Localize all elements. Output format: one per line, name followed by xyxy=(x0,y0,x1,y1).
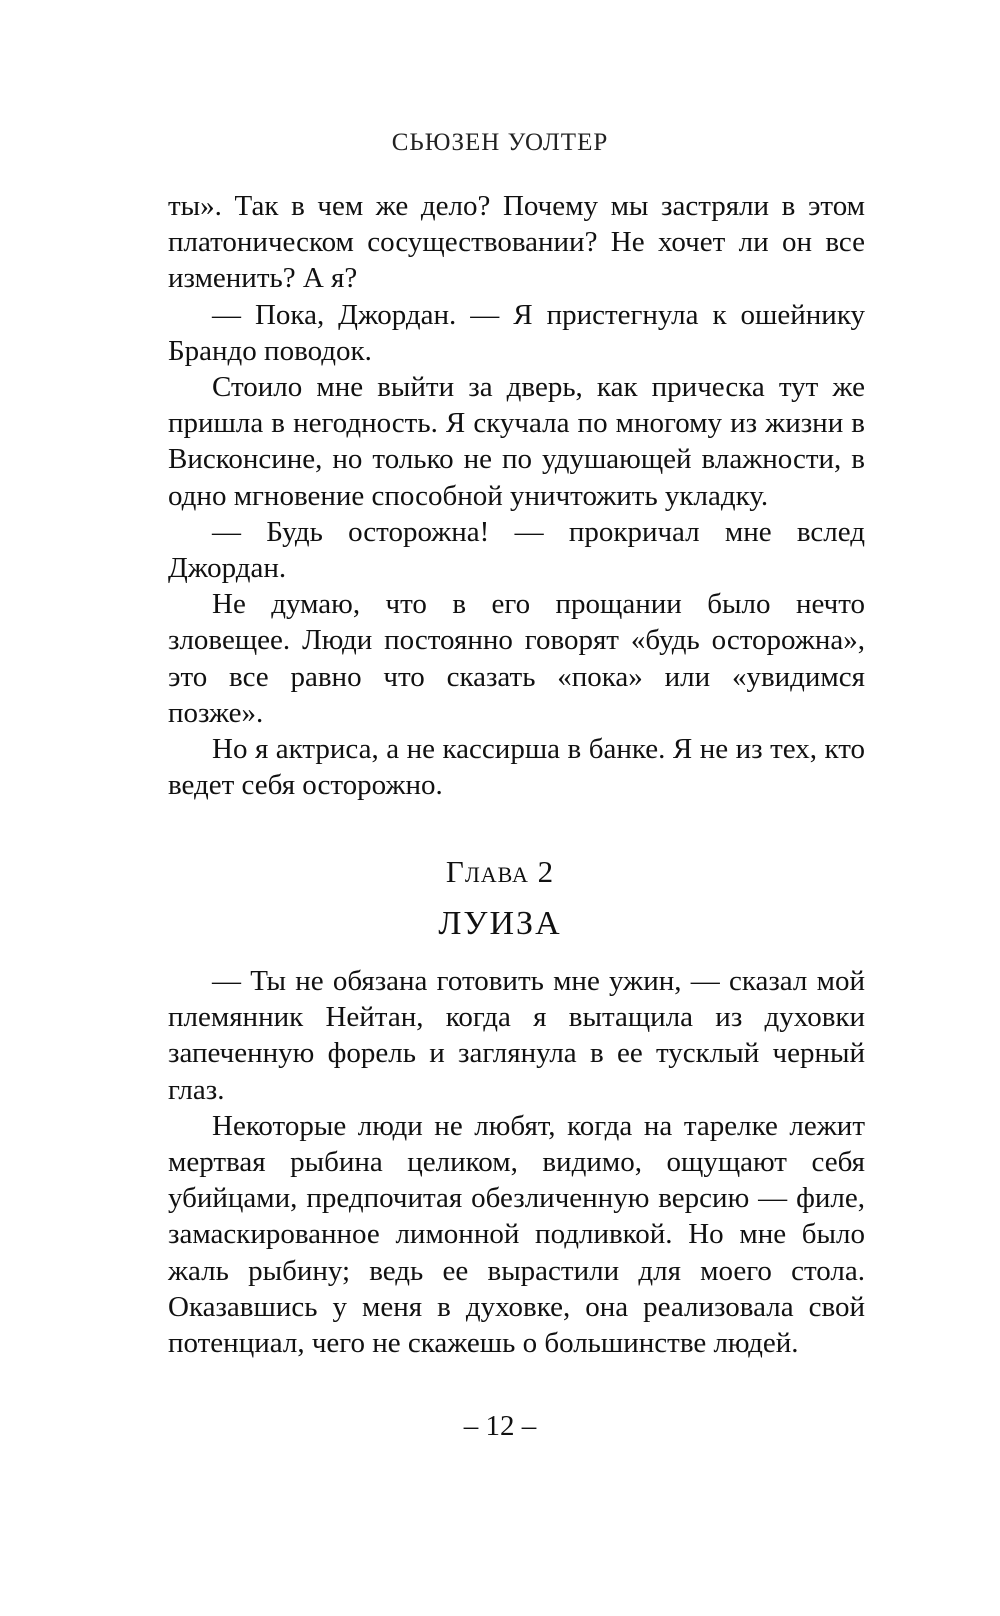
paragraph: — Ты не обязана готовить мне ужин, — сказал мой племянник Нейтан, когда я вытащила из духовки запеченную форель и заглянула в ее тусклый черный глаз. xyxy=(168,965,865,1106)
paragraph: Не думаю, что в его прощании было нечто зловещее. Люди постоянно говорят «будь осторожна», это все равно что сказать «пока» или «увидимся позже». xyxy=(168,588,865,729)
paragraph: Но я актриса, а не кассирша в банке. Я не из тех, кто ведет себя осторожно. xyxy=(168,733,865,802)
paragraph: — Пока, Джордан. — Я пристегнула к ошейнику Брандо поводок. xyxy=(168,298,865,367)
text-block-chapter-end xyxy=(168,188,865,803)
paragraph: — Будь осторожна! — прокричал мне вслед Джордан. xyxy=(168,515,865,585)
page-number: – 12 – xyxy=(463,1410,537,1442)
paragraph: Стоило мне выйти за дверь, как прическа тут же пришла в негодность. Я скучала по многому из жизни в Висконсине, но только не по удушающей влажности, в одно мгновение способной уничтожить укладку. xyxy=(168,371,865,512)
chapter-title: ЛУИЗА xyxy=(438,905,562,942)
paragraph: Некоторые люди не любят, когда на тарелке лежит мертвая рыбина целиком, видимо, ощущают себя убийцами, предпочитая обезличенную версию — филе, замаскированное лимонной подливкой. Но мне было жаль рыбину; ведь ее вырастили для моего стола. Оказавшись у меня в духовке, она реализовала свой потенциал, чего не скажешь о большинстве людей. xyxy=(168,1109,865,1360)
text-block-chapter-start xyxy=(168,963,865,1361)
running-head-author: СЬЮЗЕН УОЛТЕР xyxy=(391,129,609,156)
paragraph: ты». Так в чем же дело? Почему мы застряли в этом платоническом сосуществовании? Не хочет ли он все изменить? А я? xyxy=(168,190,865,295)
chapter-number: Глава 2 xyxy=(445,854,555,889)
